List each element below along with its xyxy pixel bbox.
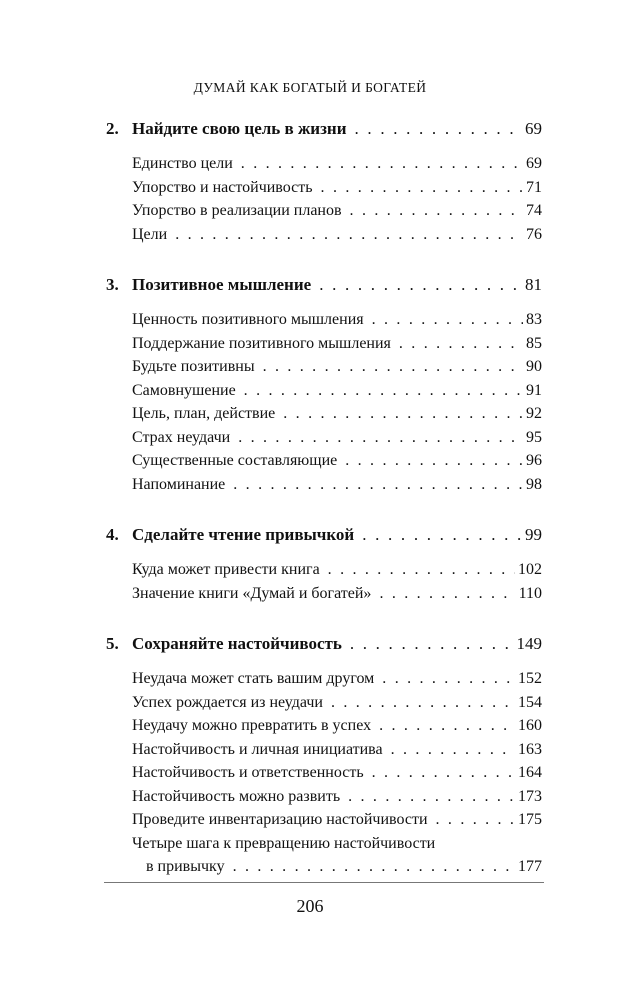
chapter-entries (106, 142, 542, 246)
toc-entry[interactable] (132, 691, 542, 715)
chapter-number: 5. (106, 634, 119, 653)
toc-entry[interactable] (132, 355, 542, 379)
chapter-entries (106, 657, 542, 879)
toc-entry-wrapped-first-line[interactable]: Четыре шага к превращению настойчивости (132, 834, 436, 852)
chapter-2 (106, 116, 542, 246)
entry-page-number: 173 (518, 787, 542, 805)
dot-leader (175, 223, 523, 247)
chapter-page-number: 69 (525, 119, 542, 138)
dot-leader (233, 855, 515, 879)
chapter-number: 3. (106, 275, 119, 294)
entry-title: Упорство в реализации планов (132, 202, 342, 219)
toc-entry[interactable] (132, 785, 542, 809)
entry-title: Настойчивость можно развить (132, 787, 341, 805)
toc-entry[interactable] (132, 223, 542, 247)
toc-entry[interactable] (132, 761, 542, 785)
entry-page-number: 90 (526, 358, 542, 375)
entry-page-number: 95 (526, 428, 542, 446)
entry-page-number: 69 (526, 155, 542, 172)
entry-title: Куда может привести книга (132, 561, 320, 578)
toc-entry[interactable] (132, 808, 542, 832)
chapter-heading[interactable] (106, 116, 542, 142)
toc-entry[interactable] (132, 402, 542, 426)
dot-leader (319, 272, 522, 298)
entry-page-number: 152 (518, 670, 542, 687)
chapter-title: Сохраняйте настойчивость (132, 634, 342, 653)
entry-page-number: 71 (526, 178, 542, 196)
chapter-number: 4. (106, 525, 119, 544)
entry-title: Самовнушение (132, 381, 236, 399)
chapter-page-number: 149 (516, 634, 542, 653)
entry-page-number: 83 (526, 311, 542, 328)
entry-page-number: 92 (526, 405, 542, 422)
dot-leader (238, 426, 523, 450)
chapter-heading[interactable] (106, 272, 542, 298)
entry-title: Цель, план, действие (132, 405, 276, 422)
toc-entry[interactable] (132, 667, 542, 691)
dot-leader (321, 176, 523, 200)
entry-page-number: 110 (518, 584, 542, 602)
toc-entry[interactable] (132, 379, 542, 403)
entry-title: Поддержание позитивного мышления (132, 334, 391, 352)
dot-leader (372, 761, 515, 785)
toc-entry[interactable] (132, 558, 542, 582)
toc-entry[interactable] (132, 176, 542, 200)
chapter-entries (106, 298, 542, 496)
entry-title: Будьте позитивны (132, 358, 255, 375)
chapter-heading[interactable] (106, 631, 542, 657)
toc-entry[interactable] (132, 738, 542, 762)
entry-title: Ценность позитивного мышления (132, 311, 364, 328)
dot-leader (355, 116, 522, 142)
entry-title: Упорство и настойчивость (132, 178, 313, 196)
dot-leader (382, 667, 515, 691)
chapter-3 (106, 272, 542, 496)
entry-title: Неудача может стать вашим другом (132, 670, 375, 687)
entry-title: Значение книги «Думай и богатей» (132, 584, 372, 602)
entry-title: Настойчивость и личная инициатива (132, 740, 383, 758)
toc-entry-wrapped-second-line[interactable] (132, 855, 542, 879)
chapter-number: 2. (106, 119, 119, 138)
dot-leader (263, 355, 523, 379)
dot-leader (350, 199, 523, 223)
entry-page-number: 98 (526, 475, 542, 493)
toc-entry[interactable] (132, 714, 542, 738)
entry-page-number: 91 (526, 381, 542, 399)
dot-leader (283, 402, 523, 426)
entry-title: Напоминание (132, 475, 226, 493)
entry-page-number: 175 (518, 811, 542, 828)
toc-entry[interactable] (132, 308, 542, 332)
entry-page-number: 164 (518, 764, 542, 781)
chapter-title: Сделайте чтение привычкой (132, 525, 355, 544)
dot-leader (345, 449, 523, 473)
dot-leader (233, 473, 523, 497)
entry-page-number: 160 (518, 717, 542, 734)
entry-title: Неудачу можно превратить в успех (132, 717, 372, 734)
dot-leader (399, 332, 523, 356)
entry-title: Существенные составляющие (132, 452, 338, 469)
entry-page-number: 74 (526, 202, 542, 219)
dot-leader (244, 379, 523, 403)
toc-entry[interactable] (132, 449, 542, 473)
dot-leader (379, 714, 515, 738)
table-of-contents (106, 116, 542, 879)
dot-leader (241, 152, 523, 176)
entry-page-number: 76 (526, 225, 542, 243)
dot-leader (348, 785, 515, 809)
chapter-title: Найдите свою цель в жизни (132, 119, 347, 138)
entry-page-number: 85 (526, 334, 542, 352)
entry-page-number: 154 (518, 693, 542, 711)
chapter-5 (106, 631, 542, 879)
entry-title: Цели (132, 225, 168, 243)
entry-page-number: 163 (518, 740, 542, 758)
toc-entry[interactable] (132, 582, 542, 606)
toc-entry[interactable] (132, 152, 542, 176)
entry-page-number: 102 (518, 561, 542, 578)
dot-leader (436, 808, 515, 832)
dot-leader (391, 738, 515, 762)
chapter-entries (106, 548, 542, 605)
dot-leader (331, 691, 515, 715)
entry-title: в привычку (146, 858, 225, 875)
dot-leader (372, 308, 523, 332)
chapter-page-number: 81 (525, 275, 542, 294)
dot-leader (379, 582, 515, 606)
entry-title: Страх неудачи (132, 428, 231, 446)
toc-entry[interactable] (132, 426, 542, 450)
toc-entry[interactable] (132, 473, 542, 497)
entry-title: Единство цели (132, 155, 233, 172)
page-number: 206 (296, 896, 324, 916)
dot-leader (362, 522, 522, 548)
dot-leader (328, 558, 515, 582)
footer-rule (104, 882, 544, 883)
chapter-4 (106, 522, 542, 605)
toc-entry[interactable] (132, 199, 542, 223)
chapter-title: Позитивное мышление (132, 275, 312, 294)
chapter-heading[interactable] (106, 522, 542, 548)
entry-title: Проведите инвентаризацию настойчивости (132, 811, 428, 828)
entry-title: Настойчивость и ответственность (132, 764, 364, 781)
entry-page-number: 177 (518, 858, 542, 875)
chapter-page-number: 99 (525, 525, 542, 544)
entry-title: Успех рождается из неудачи (132, 693, 323, 711)
entry-page-number: 96 (526, 452, 542, 469)
dot-leader (350, 631, 514, 657)
toc-entry[interactable] (132, 332, 542, 356)
running-head: ДУМАЙ КАК БОГАТЫЙ И БОГАТЕЙ (193, 80, 427, 95)
